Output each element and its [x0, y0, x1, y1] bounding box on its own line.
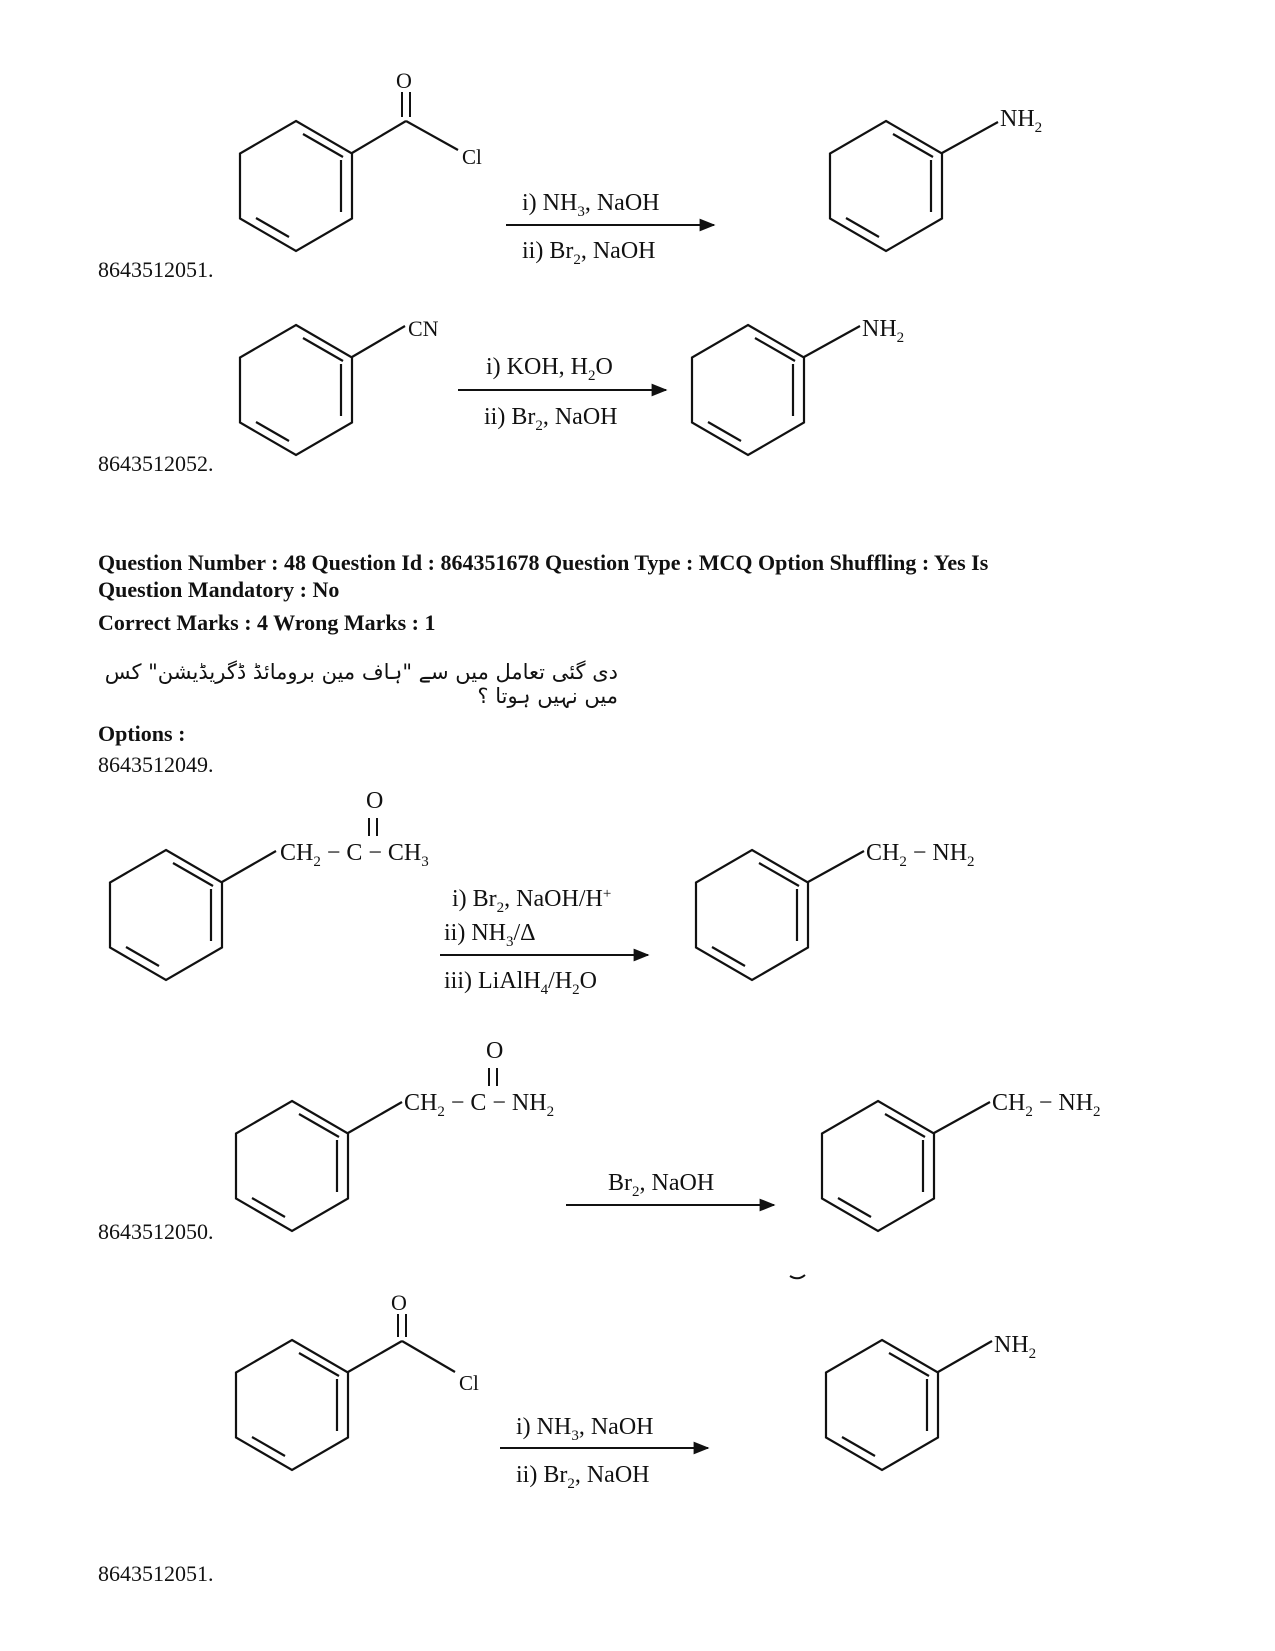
reagent-3: iii) $LiAlH_4/H_2O$ [444, 968, 597, 998]
benzene-ring [692, 325, 804, 455]
benzene-ring [236, 1101, 348, 1231]
reaction-benzoyl-chloride-bottom [236, 1290, 1036, 1492]
reagent-2: ii) $NH_3/\Delta$ [444, 920, 536, 950]
benzene-ring [236, 1340, 348, 1470]
benzene-ring [830, 121, 942, 251]
nitrile-label: CN [408, 316, 439, 341]
product-chain: $CH_2 - NH_2$ [992, 1090, 1101, 1120]
reagent-2: ii) $Br_2$, NaOH [516, 1462, 650, 1492]
oxygen-label: O [391, 1290, 407, 1315]
amine-label: $NH_2$ [994, 1332, 1037, 1362]
benzene-ring [240, 325, 352, 455]
question-marks: Correct Marks : 4 Wrong Marks : 1 [98, 610, 436, 635]
stray-mark [790, 1275, 805, 1278]
chloride-label: Cl [462, 145, 482, 169]
reaction-phenylacetamide [236, 1038, 1101, 1231]
amine-label: $NH_2$ [862, 316, 905, 346]
chloride-label: Cl [459, 1371, 479, 1395]
question-meta-line1: Question Number : 48 Question Id : 864351678 Question Type : MCQ Option Shuffling : Yes Is [98, 550, 989, 575]
benzene-ring [696, 850, 808, 980]
reaction-benzoyl-chloride-top [240, 68, 1042, 268]
amine-label: $NH_2$ [1000, 106, 1043, 136]
reagent-2: ii) $Br_2$, NaOH [522, 238, 656, 268]
option-id: 8643512050. [98, 1219, 214, 1244]
option-id: 8643512051. [98, 257, 214, 282]
options-label: Options : [98, 721, 186, 746]
oxygen-label: O [486, 1038, 504, 1064]
benzene-ring [826, 1340, 938, 1470]
option-id: 8643512052. [98, 451, 214, 476]
option-id: 8643512049. [98, 752, 214, 777]
reagent-1: i) $NH_3$, NaOH [516, 1414, 654, 1444]
reagent-1: i) $NH_3$, NaOH [522, 190, 660, 220]
question-meta-line2: Question Mandatory : No [98, 577, 340, 602]
reagent-1: i) $Br_2$, NaOH/H+ [452, 886, 612, 916]
reactant-chain: $CH_2 - C - CH_3$ [280, 840, 429, 870]
benzene-ring [240, 121, 352, 251]
reaction-benzonitrile [240, 316, 904, 455]
product-chain: $CH_2 - NH_2$ [866, 840, 975, 870]
reagent-1: $Br_2$, NaOH [608, 1170, 715, 1200]
reactant-chain: $CH_2 - C - NH_2$ [404, 1090, 555, 1120]
oxygen-label: O [366, 788, 384, 814]
option-id: 8643512051. [98, 1561, 214, 1586]
reagent-1: i) KOH, $H_2O$ [486, 354, 613, 384]
benzene-ring [822, 1101, 934, 1231]
oxygen-label: O [396, 68, 412, 93]
benzene-ring [110, 850, 222, 980]
question-text-urdu: دی گئی تعامل میں سے "ہاف مین برومائڈ ڈگریڈیشن" کس میں نہیں ہوتا ؟ [104, 660, 618, 708]
reagent-2: ii) $Br_2$, NaOH [484, 404, 618, 434]
reaction-phenylacetone [110, 788, 975, 998]
